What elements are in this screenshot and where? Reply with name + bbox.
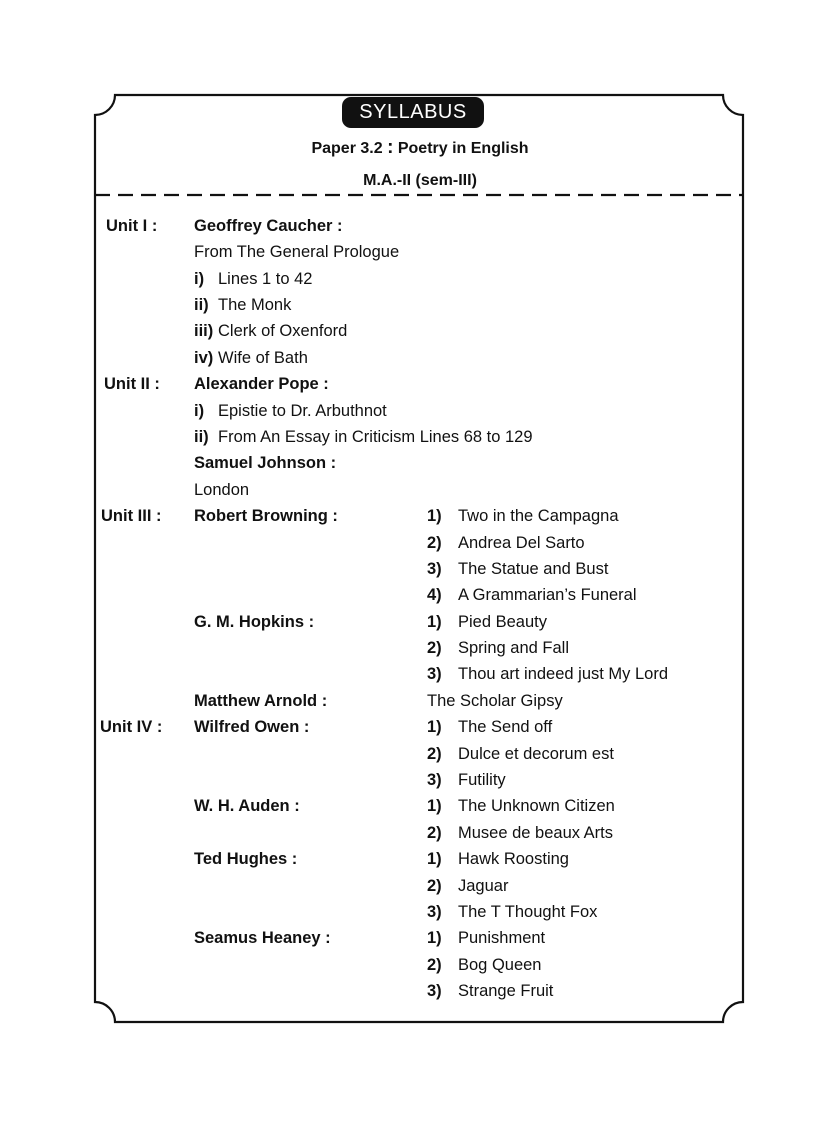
list-item (0, 558, 840, 584)
list-item (0, 954, 840, 980)
item-text: The Monk (218, 296, 292, 314)
unit4-row (0, 716, 840, 742)
unit-label: Unit IV : (100, 718, 163, 736)
paper-separator: : (387, 137, 394, 158)
paper-title (0, 137, 840, 159)
author-name: Alexander Pope : (194, 375, 329, 393)
work-title: Jaguar (458, 877, 509, 895)
work-title: The Statue and Bust (458, 560, 609, 578)
work-number: 2) (427, 956, 442, 974)
work-title: Pied Beauty (458, 613, 547, 631)
work-title: A Grammarian’s Funeral (458, 586, 637, 604)
work-title: Two in the Campagna (458, 507, 619, 525)
list-item (0, 637, 840, 663)
work-number: 1) (427, 613, 442, 631)
list-item (0, 848, 840, 874)
list-item (0, 663, 840, 689)
list-item (0, 769, 840, 795)
work-number: 4) (427, 586, 442, 604)
list-item (0, 822, 840, 848)
author-name: Wilfred Owen : (194, 718, 310, 736)
work-title: The T Thought Fox (458, 903, 598, 921)
list-item (0, 532, 840, 558)
list-item (0, 400, 840, 426)
author-name: Ted Hughes : (194, 850, 298, 868)
work-number: 3) (427, 982, 442, 1000)
work-title: Punishment (458, 929, 546, 947)
work-title: The Unknown Citizen (458, 797, 615, 815)
item-number: i) (194, 270, 205, 288)
author-name: Matthew Arnold : (194, 692, 328, 710)
work-number: 3) (427, 665, 442, 683)
list-item (0, 241, 840, 267)
list-item (0, 452, 840, 478)
list-item (0, 875, 840, 901)
work-number: 1) (427, 797, 442, 815)
work-number: 1) (427, 718, 442, 736)
item-number: iv) (194, 349, 214, 367)
work-number: 3) (427, 560, 442, 578)
work-title: The Send off (458, 718, 553, 736)
unit-label: Unit I : (106, 217, 158, 235)
work-title: London (194, 481, 250, 499)
work-title: Thou art indeed just My Lord (458, 665, 669, 683)
work-number: 1) (427, 929, 442, 947)
item-number: i) (194, 402, 205, 420)
list-item (0, 743, 840, 769)
list-item (0, 268, 840, 294)
list-item (0, 347, 840, 373)
work-number: 3) (427, 771, 442, 789)
list-item (0, 927, 840, 953)
work-title: Hawk Roosting (458, 850, 569, 868)
source-text: From The General Prologue (194, 243, 400, 261)
unit3-row (0, 505, 840, 531)
item-text: Clerk of Oxenford (218, 322, 348, 340)
list-item (0, 479, 840, 505)
author-name: Geoffrey Caucher : (194, 217, 343, 235)
list-item (0, 980, 840, 1006)
work-number: 2) (427, 877, 442, 895)
work-title: Dulce et decorum est (458, 745, 614, 763)
work-number: 2) (427, 745, 442, 763)
work-number: 2) (427, 534, 442, 552)
author-name: Samuel Johnson : (194, 454, 337, 472)
list-item (0, 294, 840, 320)
syllabus-badge: SYLLABUS (342, 97, 484, 128)
unit1-row (0, 215, 840, 241)
work-title: Futility (458, 771, 506, 789)
unit-label: Unit II : (104, 375, 160, 393)
paper-subject: Poetry in English (397, 140, 529, 157)
list-item (0, 690, 840, 716)
unit2-row (0, 373, 840, 399)
author-name: Seamus Heaney : (194, 929, 331, 947)
work-number: 1) (427, 850, 442, 868)
item-number: ii) (194, 296, 209, 314)
work-title: Andrea Del Sarto (458, 534, 585, 552)
item-text: Wife of Bath (218, 349, 308, 367)
list-item (0, 426, 840, 452)
work-title: Strange Fruit (458, 982, 554, 1000)
work-number: 1) (427, 507, 442, 525)
work-title: The Scholar Gipsy (427, 692, 563, 710)
item-text: Lines 1 to 42 (218, 270, 313, 288)
list-item (0, 795, 840, 821)
work-number: 2) (427, 639, 442, 657)
author-name: W. H. Auden : (194, 797, 300, 815)
item-text: From An Essay in Criticism Lines 68 to 129 (218, 428, 533, 446)
list-item (0, 901, 840, 927)
list-item (0, 584, 840, 610)
course-name: M.A.-II (sem-III) (363, 172, 477, 189)
author-name: G. M. Hopkins : (194, 613, 315, 631)
work-number: 3) (427, 903, 442, 921)
list-item (0, 320, 840, 346)
item-number: ii) (194, 428, 209, 446)
author-name: Robert Browning : (194, 507, 338, 525)
work-number: 2) (427, 824, 442, 842)
unit-label: Unit III : (101, 507, 162, 525)
work-title: Musee de beaux Arts (458, 824, 614, 842)
list-item (0, 611, 840, 637)
item-text: Epistie to Dr. Arbuthnot (218, 402, 387, 420)
work-title: Bog Queen (458, 956, 542, 974)
paper-number: Paper 3.2 (311, 140, 383, 157)
item-number: iii) (194, 322, 214, 340)
work-title: Spring and Fall (458, 639, 569, 657)
